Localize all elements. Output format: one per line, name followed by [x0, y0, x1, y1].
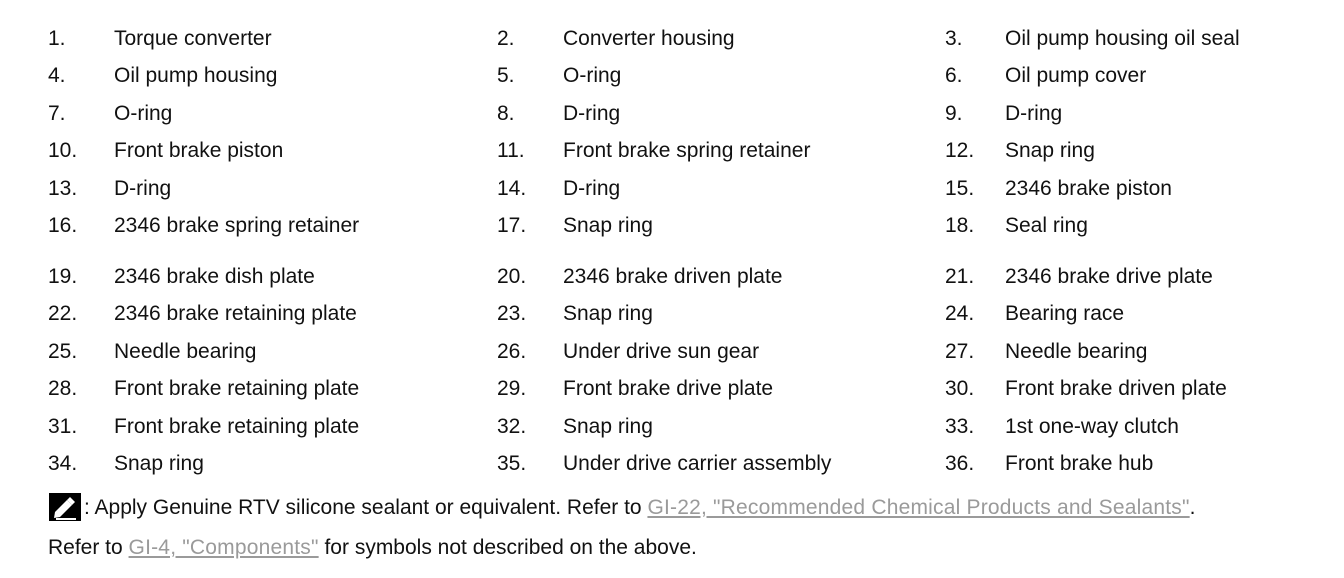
part-number: 11.	[497, 139, 525, 162]
part-number: 13.	[48, 177, 78, 200]
part-number: 24.	[945, 302, 975, 325]
part-label: Oil pump cover	[1005, 64, 1147, 87]
part-label: Seal ring	[1005, 214, 1088, 237]
part-number: 8.	[497, 102, 515, 125]
part-number: 31.	[48, 415, 78, 438]
part-number: 3.	[945, 27, 963, 50]
part-label: Bearing race	[1005, 302, 1125, 325]
legend-row	[0, 412, 1344, 442]
part-number: 10.	[48, 139, 78, 162]
legend-row	[0, 99, 1344, 129]
part-number: 19.	[48, 265, 78, 288]
legend-row	[0, 136, 1344, 166]
part-label: Snap ring	[563, 302, 653, 325]
part-number: 26.	[497, 340, 527, 363]
part-number: 29.	[497, 377, 527, 400]
part-number: 14.	[497, 177, 527, 200]
part-label: D-ring	[1005, 102, 1063, 125]
legend-row	[0, 211, 1344, 241]
part-label: Oil pump housing oil seal	[1005, 27, 1240, 50]
legend-row	[0, 61, 1344, 91]
part-label: Front brake drive plate	[563, 377, 774, 400]
legend-row	[0, 299, 1344, 329]
part-number: 20.	[497, 265, 527, 288]
legend-row	[0, 262, 1344, 292]
part-label: 1st one-way clutch	[1005, 415, 1179, 438]
part-label: 2346 brake drive plate	[1005, 265, 1213, 288]
part-number: 33.	[945, 415, 975, 438]
components-reference-link[interactable]: GI-4, "Components"	[128, 536, 319, 559]
components-note	[48, 533, 697, 563]
part-label: Under drive carrier assembly	[563, 452, 832, 475]
part-label: Front brake hub	[1005, 452, 1154, 475]
part-number: 15.	[945, 177, 975, 200]
part-label: Needle bearing	[1005, 340, 1148, 363]
part-label: 2346 brake piston	[1005, 177, 1172, 200]
part-number: 2.	[497, 27, 515, 50]
part-number: 16.	[48, 214, 78, 237]
part-number: 21.	[945, 265, 975, 288]
part-number: 7.	[48, 102, 66, 125]
legend-row	[0, 174, 1344, 204]
part-number: 34.	[48, 452, 78, 475]
part-number: 4.	[48, 64, 66, 87]
part-number: 30.	[945, 377, 975, 400]
part-number: 28.	[48, 377, 78, 400]
part-number: 5.	[497, 64, 515, 87]
part-label: Front brake retaining plate	[114, 415, 360, 438]
sealant-note	[48, 492, 1196, 523]
components-note-prefix: Refer to	[48, 536, 129, 559]
part-label: Torque converter	[114, 27, 272, 50]
legend-row	[0, 449, 1344, 479]
part-label: 2346 brake retaining plate	[114, 302, 357, 325]
part-number: 17.	[497, 214, 527, 237]
part-label: Snap ring	[563, 214, 653, 237]
part-label: Snap ring	[114, 452, 204, 475]
part-label: Front brake spring retainer	[563, 139, 811, 162]
legend-row	[0, 24, 1344, 54]
part-label: 2346 brake spring retainer	[114, 214, 360, 237]
part-label: Front brake retaining plate	[114, 377, 360, 400]
legend-row	[0, 337, 1344, 367]
sealant-reference-link[interactable]: GI-22, "Recommended Chemical Products and Sealants"	[647, 496, 1190, 519]
part-number: 23.	[497, 302, 527, 325]
part-label: D-ring	[563, 177, 621, 200]
part-label: 2346 brake dish plate	[114, 265, 315, 288]
part-number: 36.	[945, 452, 975, 475]
part-number: 25.	[48, 340, 78, 363]
part-number: 12.	[945, 139, 975, 162]
part-number: 32.	[497, 415, 527, 438]
part-label: D-ring	[563, 102, 621, 125]
legend-row	[0, 374, 1344, 404]
part-number: 27.	[945, 340, 975, 363]
part-label: O-ring	[563, 64, 622, 87]
part-number: 35.	[497, 452, 527, 475]
part-label: Oil pump housing	[114, 64, 278, 87]
part-number: 18.	[945, 214, 975, 237]
part-label: Converter housing	[563, 27, 735, 50]
part-number: 9.	[945, 102, 963, 125]
part-label: O-ring	[114, 102, 173, 125]
sealant-note-end: .	[1189, 496, 1196, 519]
part-label: Snap ring	[1005, 139, 1095, 162]
sealant-tube-icon	[48, 492, 82, 522]
part-number: 22.	[48, 302, 78, 325]
part-label: D-ring	[114, 177, 172, 200]
part-label: Under drive sun gear	[563, 340, 760, 363]
sealant-note-text: : Apply Genuine RTV silicone sealant or equivalent. Refer to	[84, 496, 648, 519]
components-note-suffix: for symbols not described on the above.	[318, 536, 697, 559]
part-number: 6.	[945, 64, 963, 87]
part-label: Snap ring	[563, 415, 653, 438]
part-label: Front brake driven plate	[1005, 377, 1227, 400]
part-label: 2346 brake driven plate	[563, 265, 783, 288]
part-label: Front brake piston	[114, 139, 284, 162]
part-label: Needle bearing	[114, 340, 257, 363]
part-number: 1.	[48, 27, 66, 50]
